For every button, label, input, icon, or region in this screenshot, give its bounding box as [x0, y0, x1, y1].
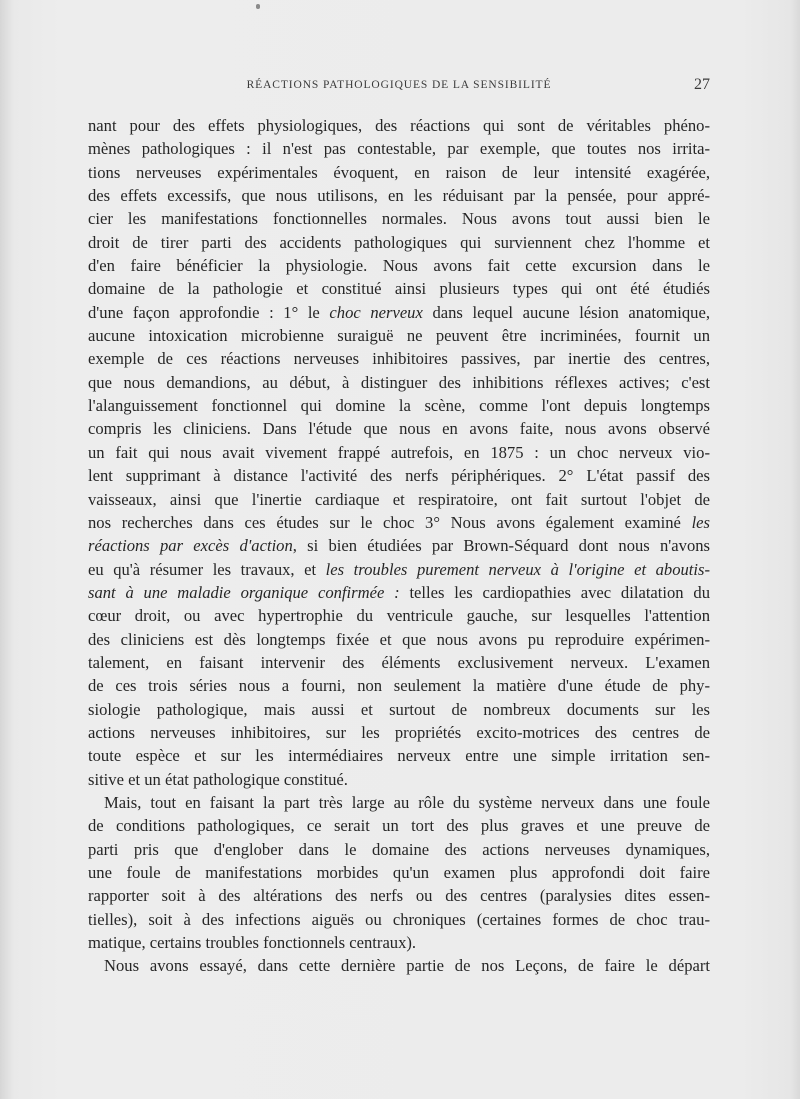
text-line: sitive et un état pathologique constitué. [88, 769, 348, 789]
text-line: que nous demandions, au début, à distinguer des inhibitions réflexes actives; c'est [88, 372, 710, 392]
text-line: réactions par excès d'action, si bien étudiées par Brown-Séquard dont nous n'avons [88, 536, 710, 556]
text-line: compris les cliniciens. Dans l'étude que nous en avons faite, nous avons observé [88, 419, 710, 439]
italic-phrase: les [691, 512, 710, 532]
text-line: sant à une maladie organique confirmée : telles les cardiopathies avec dilatation du [88, 582, 710, 602]
text-line: tions nerveuses expérimentales évoquent, en raison de leur intensité exagérée, [88, 162, 710, 182]
text-line: un fait qui nous avait vivement frappé autrefois, en 1875 : un choc nerveux vio- [88, 442, 710, 462]
text-line: nant pour des effets physiologiques, des réactions qui sont de véritables phéno- [88, 116, 710, 135]
text-line: tielles), soit à des infections aiguës ou chroniques (certaines formes de choc trau- [88, 909, 710, 929]
text-line: l'alanguissement fonctionnel qui domine la scène, comme l'ont depuis longtemps [88, 396, 710, 416]
text-line: d'une façon approfondie : 1° le choc nerveux dans lequel aucune lésion anatomique, [88, 302, 710, 322]
text-line: droit de tirer parti des accidents pathologiques qui surviennent chez l'homme et [88, 232, 710, 252]
text-line: cier les manifestations fonctionnelles normales. Nous avons tout aussi bien le [88, 209, 710, 229]
body-text [88, 114, 710, 978]
italic-phrase: choc nerveux [329, 302, 423, 322]
text-line: siologie pathologique, mais aussi et surtout de nombreux documents sur les [88, 699, 710, 719]
text-line: une foule de manifestations morbides qu'un examen plus approfondi doit faire [88, 863, 710, 882]
running-head: RÉACTIONS PATHOLOGIQUES DE LA SENSIBILITÉ [246, 79, 552, 91]
text-line: mènes pathologiques : il n'est pas contestable, par exemple, que toutes nos irrita- [88, 139, 710, 159]
text-line: domaine de la pathologie et constitué ainsi plusieurs types qui ont été étudiés [88, 279, 710, 299]
page-number: 27 [694, 76, 710, 93]
text-line: cœur droit, ou avec hypertrophie du ventricule gauche, sur lesquelles l'attention [88, 606, 710, 626]
text-line: lent supprimant à distance l'activité des nerfs périphériques. 2° L'état passif des [88, 466, 710, 486]
italic-phrase: les troubles purement nerveux à l'origine et aboutis- [325, 559, 710, 579]
text-line: de conditions pathologiques, ce serait un tort des plus graves et une preuve de [88, 816, 710, 836]
text-line: aucune intoxication microbienne suraiguë ne peuvent être incriminées, fournit un [88, 326, 710, 346]
text-line: des effets excessifs, que nous utilisons, en les réduisant par la pensée, pour appré- [88, 186, 710, 206]
italic-phrase: réactions par excès d'action [88, 536, 293, 556]
text-line: vaisseaux, ainsi que l'inertie cardiaque et respiratoire, ont fait surtout l'objet de [88, 489, 710, 509]
page-header [88, 76, 710, 101]
text-line: nos recherches dans ces études sur le choc 3° Nous avons également examiné les [88, 512, 710, 532]
text-line: rapporter soit à des altérations des nerfs ou des centres (paralysies dites essen- [88, 886, 710, 906]
text-line: exemple de ces réactions nerveuses inhibitoires passives, par inertie des centres, [88, 349, 710, 369]
text-line: eu qu'à résumer les travaux, et les troubles purement nerveux à l'origine et aboutis- [88, 559, 710, 579]
italic-phrase: sant à une maladie organique confirmée : [88, 582, 400, 602]
text-line: d'en faire bénéficier la physiologie. Nous avons fait cette excursion dans le [88, 256, 710, 276]
text-line: toute espèce et sur les intermédiaires nerveux entre une simple irritation sen- [88, 746, 710, 766]
text-line: de ces trois séries nous a fourni, non seulement la matière d'une étude de phy- [88, 676, 710, 696]
text-line: Nous avons essayé, dans cette dernière partie de nos Leçons, de faire le départ [104, 956, 710, 976]
text-line: des cliniciens est dès longtemps fixée et que nous avons pu reproduire expérimen- [88, 629, 710, 649]
print-speck [256, 4, 260, 9]
text-line: Mais, tout en faisant la part très large au rôle du système nerveux dans une foule [104, 792, 710, 812]
text-line: actions nerveuses inhibitoires, sur les propriétés excito-motrices des centres de [88, 722, 710, 742]
text-line: parti pris que d'englober dans le domaine des actions nerveuses dynamiques, [88, 839, 710, 859]
text-line: matique, certains troubles fonctionnels centraux). [88, 933, 417, 953]
text-line: talement, en faisant intervenir des éléments exclusivement nerveux. L'examen [88, 652, 710, 672]
